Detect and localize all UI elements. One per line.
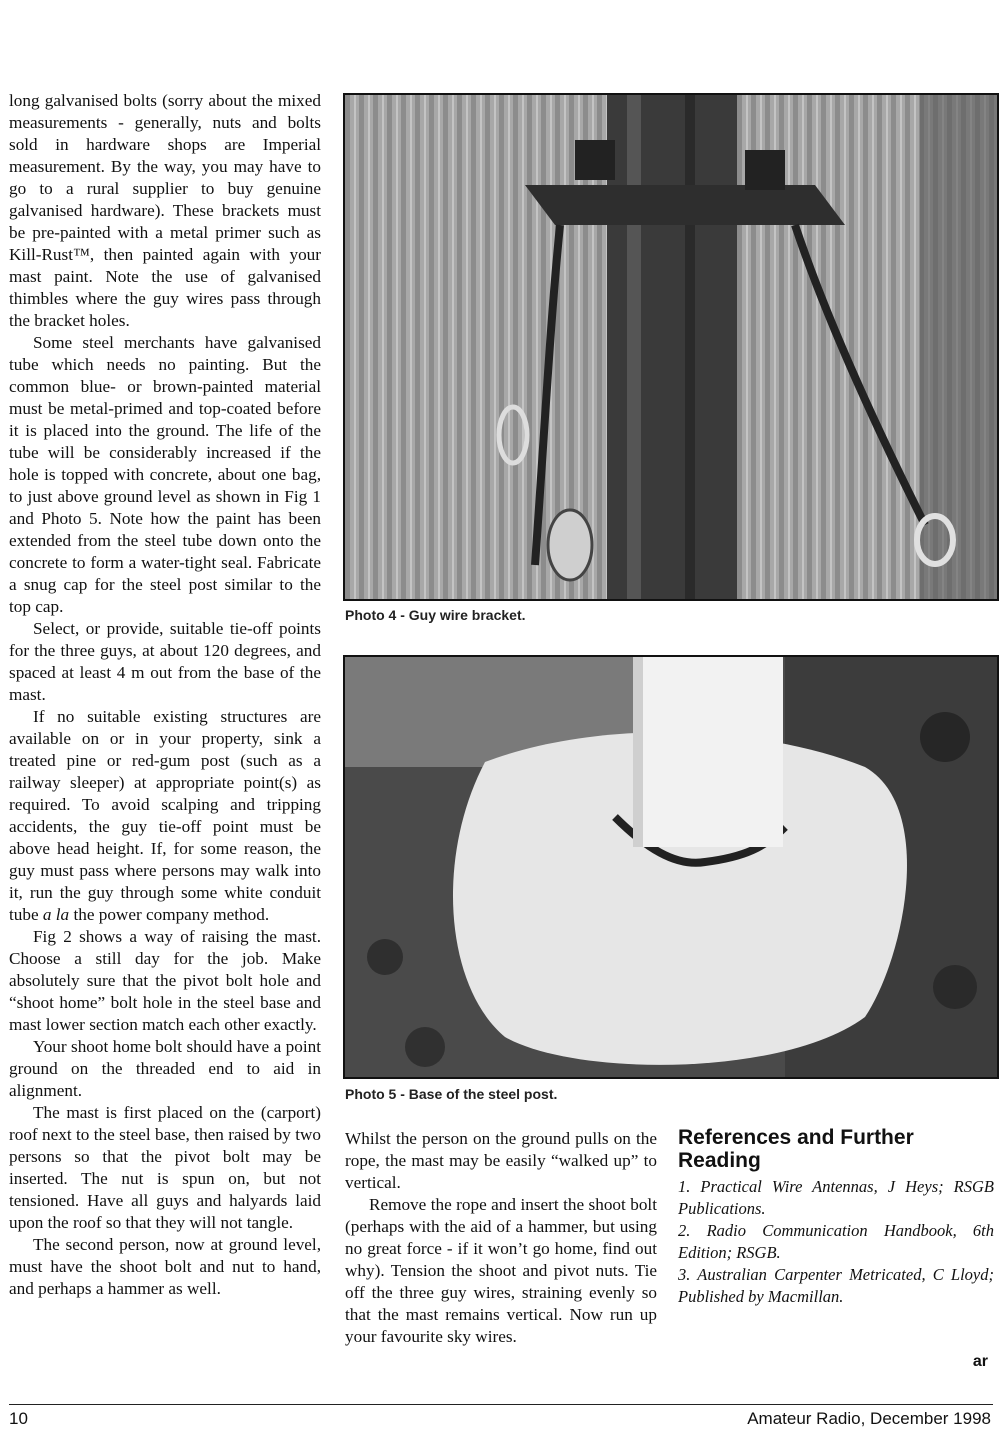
photo5-caption: Photo 5 - Base of the steel post. bbox=[345, 1086, 558, 1102]
body-paragraph: The mast is first placed on the (carport) roof next to the steel base, then raised by two persons so that the pivot bolt may be inserted. The nut is spun on, but not tensioned. Have all guys and halyards laid upon the roof so that they will not tangle. bbox=[9, 1103, 321, 1232]
body-paragraph: Whilst the person on the ground pulls on the rope, the mast may be easily “walked up” to vertical. bbox=[345, 1129, 657, 1192]
footer-rule bbox=[9, 1404, 993, 1405]
body-text: If no suitable existing structures are available on or in your property, sink a treated pine or red-gum post (such as a railway sleeper) at appropriate point(s) as required. To avoid scalping and tripping accidents, the guy tie-off point must be above head height. If, for some reason, the guy must pass where persons may walk into it, run the guy through some white conduit tube bbox=[9, 707, 321, 924]
body-paragraph bbox=[9, 706, 321, 926]
references-section bbox=[678, 1126, 994, 1308]
references-heading: References and Further Reading bbox=[678, 1126, 914, 1172]
middle-column bbox=[345, 1128, 657, 1348]
reference-item: 2. Radio Communication Handbook, 6th Edition; RSGB. bbox=[678, 1221, 994, 1262]
body-paragraph: The second person, now at ground level, must have the shoot bolt and nut to hand, and perhaps a hammer as well. bbox=[9, 1235, 321, 1298]
body-paragraph: Your shoot home bolt should have a point ground on the threaded end to aid in alignment. bbox=[9, 1037, 321, 1100]
page-number: 10 bbox=[9, 1409, 28, 1428]
photo5-image bbox=[345, 657, 997, 1077]
left-column bbox=[9, 90, 321, 1300]
body-paragraph: Some steel merchants have galvanised tube which needs no painting. But the common blue- or brown-painted material must be metal-primed and top-coated before it is placed into the ground. The life of the tube will be considerably increased if the hole is topped with concrete, about one bag, to just above ground level as shown in Fig 1 and Photo 5. Note how the paint has been extended from the steel tube down onto the concrete to form a water-tight seal. Fabricate a snug cap for the steel post similar to the top cap. bbox=[9, 333, 321, 616]
body-paragraph: Select, or provide, suitable tie-off points for the three guys, at about 120 degrees, and spaced at least 4 m out from the base of the mast. bbox=[9, 619, 321, 704]
photo-steel-post-base bbox=[343, 655, 999, 1079]
end-mark: ar bbox=[972, 1353, 988, 1370]
photo4-image bbox=[345, 95, 997, 599]
body-paragraph: Remove the rope and insert the shoot bolt (perhaps with the aid of a hammer, but using no great force - if it won’t go home, find out why). Tension the shoot and pivot nuts. Tie off the three guy wires, straining evenly so that the mast remains vertical. Now run up your favourite sky wires. bbox=[345, 1195, 657, 1346]
publication-line: Amateur Radio, December 1998 bbox=[747, 1409, 991, 1428]
body-paragraph: long galvanised bolts (sorry about the mixed measurements - generally, nuts and bolts sold in hardware shops are Imperial measurement. By the way, you may have to go to a rural supplier to buy genuine galvanised hardware). These brackets must be pre-painted with a metal primer such as Kill-Rust™, then painted again with your mast paint. Note the use of galvanised thimbles where the guy wires pass through the bracket holes. bbox=[9, 91, 321, 330]
italic-phrase: a la bbox=[42, 905, 70, 924]
photo-guy-wire-bracket bbox=[343, 93, 999, 601]
body-paragraph: Fig 2 shows a way of raising the mast. Choose a still day for the job. Make absolutely sure that the pivot bolt hole and “shoot home” bolt hole in the steel base and mast lower section match each other exactly. bbox=[9, 927, 321, 1034]
reference-item: 3. Australian Carpenter Metricated, C Lloyd; Published by Macmillan. bbox=[678, 1265, 994, 1306]
photo4-caption: Photo 4 - Guy wire bracket. bbox=[345, 607, 526, 623]
body-text: the power company method. bbox=[69, 905, 270, 924]
reference-item: 1. Practical Wire Antennas, J Heys; RSGB Publications. bbox=[678, 1177, 994, 1218]
